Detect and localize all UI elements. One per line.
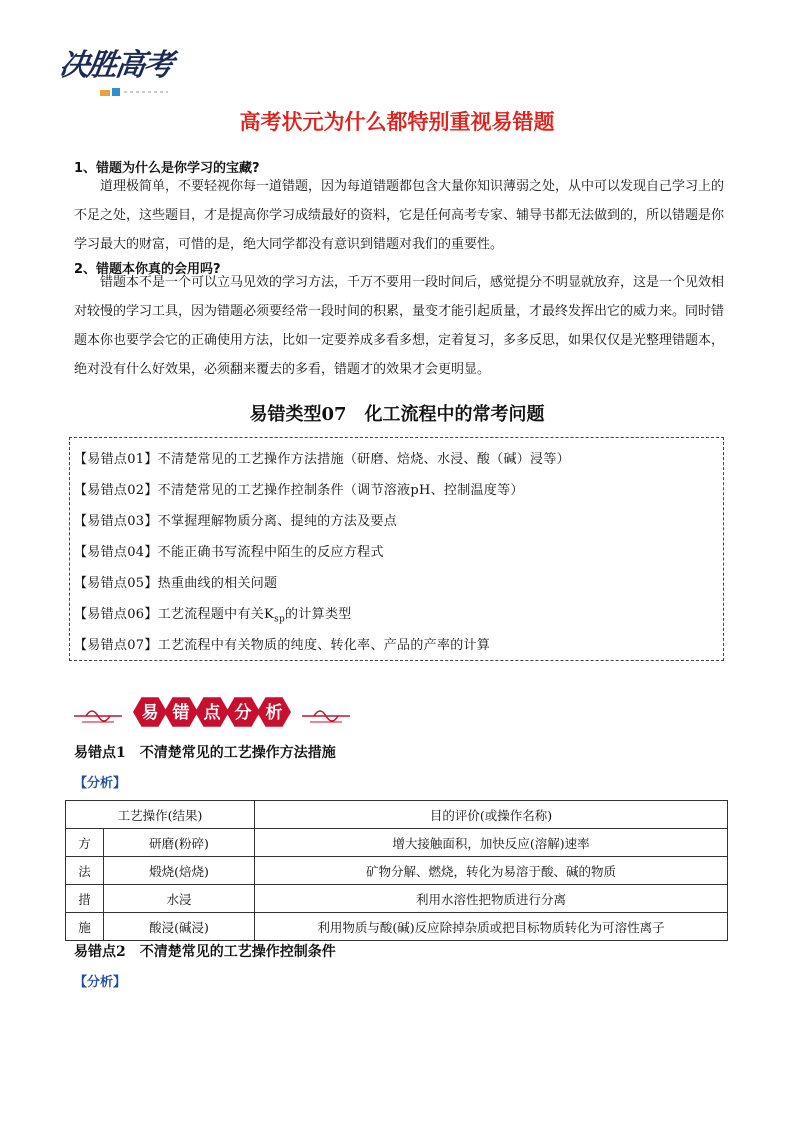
question-2-body: 错题本不是一个可以立马见效的学习方法，千万不要用一段时间后，感觉提分不明显就放弃，这是一个见效相对较慢的学习工具，因为错题必须要经常一段时间的积累，量变才能引起质量，才最终发挥出它的威力来。同时错题本你也要学会它的正确使用方法，比如一定要养成多看多想，定着复习，多多反思，如果仅仅是光整理错题本，绝对没有什么好效果，必须翻来覆去的多看，错题才的效果才会更明显。 bbox=[74, 275, 725, 377]
error-point-text: 【易错点06】工艺流程题中有关K bbox=[74, 607, 275, 622]
purpose-cell: 利用水溶性把物质进行分离 bbox=[255, 885, 728, 913]
operation-cell: 研磨(粉碎) bbox=[104, 829, 255, 857]
brand-logo bbox=[57, 40, 180, 100]
group-label-char: 措 bbox=[66, 885, 104, 913]
error-point-item: 【易错点04】不能正确书写流程中陌生的反应方程式 bbox=[74, 545, 384, 560]
table-row bbox=[66, 857, 728, 885]
analysis-banner bbox=[74, 690, 350, 734]
operation-cell: 酸浸(碱浸) bbox=[104, 913, 255, 941]
question-2-heading: 2、错题本你真的会用吗? bbox=[74, 262, 221, 277]
section-2-analysis-label: 【分析】 bbox=[74, 975, 127, 990]
page-title: 高考状元为什么都特别重视易错题 bbox=[239, 110, 555, 134]
error-point-suffix: 的计算类型 bbox=[285, 607, 352, 622]
error-point-item: 【易错点03】不掌握理解物质分离、提纯的方法及要点 bbox=[74, 514, 398, 529]
error-point-item bbox=[74, 603, 352, 625]
group-label-char: 法 bbox=[66, 857, 104, 885]
banner-char: 析 bbox=[265, 703, 283, 723]
table-row bbox=[66, 913, 728, 941]
banner-char: 点 bbox=[203, 703, 221, 723]
operation-cell: 煅烧(焙烧) bbox=[104, 857, 255, 885]
error-point-item: 【易错点02】不清楚常见的工艺操作控制条件（调节溶液pH、控制温度等） bbox=[74, 483, 524, 498]
table-header-operation: 工艺操作(结果) bbox=[66, 801, 255, 829]
logo-wordmark: 决胜高考 bbox=[57, 48, 174, 83]
table-header-row bbox=[66, 801, 728, 829]
logo-decoration-icon bbox=[100, 86, 170, 98]
group-label-char: 施 bbox=[66, 913, 104, 941]
operation-cell: 水浸 bbox=[104, 885, 255, 913]
banner-char: 错 bbox=[172, 703, 190, 723]
question-1-heading: 1、错题为什么是你学习的宝藏? bbox=[74, 161, 260, 176]
process-methods-table bbox=[65, 800, 728, 941]
error-points-box bbox=[69, 437, 724, 661]
group-label-char: 方 bbox=[66, 829, 104, 857]
section-2-title: 易错点2 不清楚常见的工艺操作控制条件 bbox=[74, 944, 336, 960]
purpose-cell: 利用物质与酸(碱)反应除掉杂质或把目标物质转化为可溶性离子 bbox=[255, 913, 728, 941]
table-row bbox=[66, 885, 728, 913]
error-point-item: 【易错点05】热重曲线的相关问题 bbox=[74, 576, 278, 591]
purpose-cell: 矿物分解、燃烧，转化为易溶于酸、碱的物质 bbox=[255, 857, 728, 885]
section-1-title: 易错点1 不清楚常见的工艺操作方法措施 bbox=[74, 745, 336, 761]
error-point-item: 【易错点07】工艺流程中有关物质的纯度、转化率、产品的产率的计算 bbox=[74, 638, 491, 653]
error-type-title: 易错类型07 化工流程中的常考问题 bbox=[249, 404, 545, 425]
ksp-subscript: sp bbox=[274, 614, 286, 625]
purpose-cell: 增大接触面积，加快反应(溶解)速率 bbox=[255, 829, 728, 857]
error-point-item: 【易错点01】不清楚常见的工艺操作方法措施（研磨、焙烧、水浸、酸（碱）浸等） bbox=[74, 452, 570, 467]
section-1-analysis-label: 【分析】 bbox=[74, 776, 127, 791]
table-header-purpose: 目的评价(或操作名称) bbox=[255, 801, 728, 829]
banner-left-ornament bbox=[74, 711, 122, 722]
banner-right-ornament bbox=[302, 711, 350, 722]
banner-char: 分 bbox=[234, 703, 252, 723]
banner-char: 易 bbox=[141, 703, 159, 723]
table-row bbox=[66, 829, 728, 857]
question-1-body: 道理极简单，不要轻视你每一道错题，因为每道错题都包含大量你知识薄弱之处，从中可以发现自己学习上的不足之处，这些题目，才是提高你学习成绩最好的资料，它是任何高考专家、辅导书都无法做到的，所以错题是你学习最大的财富，可惜的是，绝大同学都没有意识到错题对我们的重要性。 bbox=[74, 179, 725, 252]
